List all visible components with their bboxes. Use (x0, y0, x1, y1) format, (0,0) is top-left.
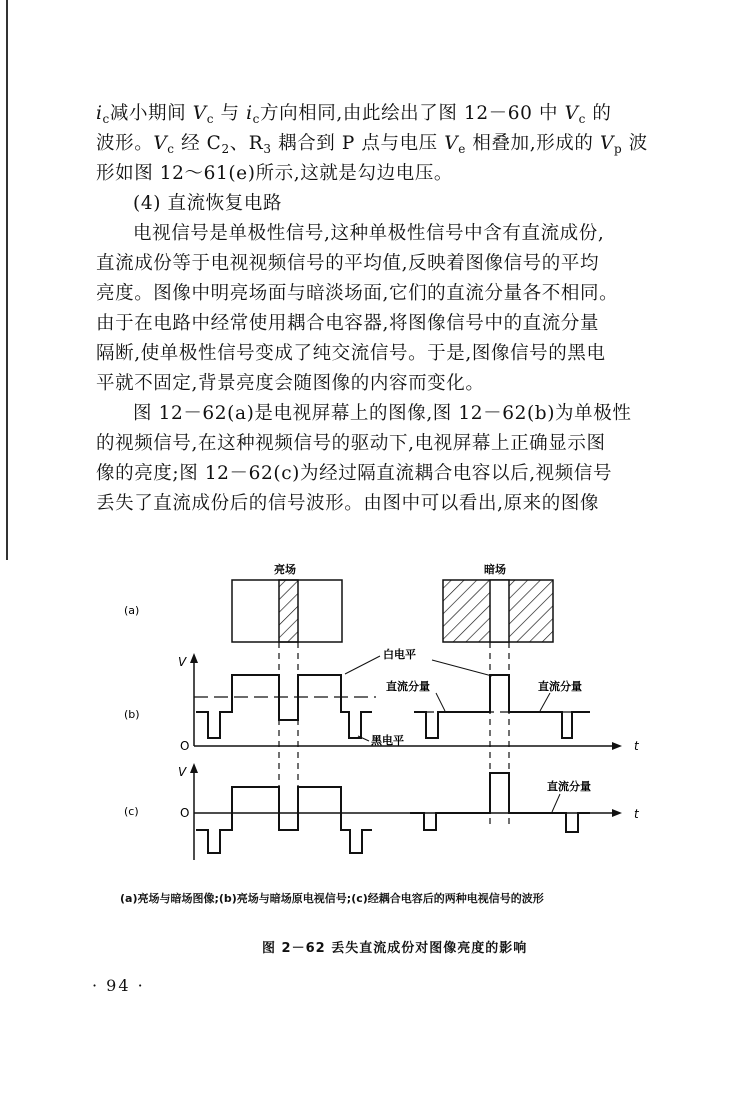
text-run: 方向相同,由此绘出了图 12－60 中 (259, 103, 559, 124)
b-v-arrow (190, 653, 198, 663)
label-white-level: 白电平 (383, 648, 416, 661)
var-V: V (192, 103, 207, 124)
var-V: V (153, 133, 168, 154)
c-label-V: V (178, 765, 187, 779)
white-level-leader-1 (345, 656, 380, 674)
label-dc-1: 直流分量 (386, 680, 430, 693)
var-V: V (600, 133, 614, 154)
text-run: 耦合到 P 点与电压 (278, 133, 438, 154)
dc-1-leader (436, 693, 445, 711)
label-b: (b) (124, 708, 140, 721)
text-run: 隔断,使单极性信号变成了纯交流信号。于是,图像信号的黑电 (96, 343, 606, 364)
var-i: i (96, 103, 103, 124)
page-number: · 94 · (92, 976, 145, 995)
var-V: V (444, 133, 459, 154)
c-bright-signal (196, 787, 372, 853)
subscript: p (613, 142, 623, 156)
text-run: 相叠加,形成的 (472, 133, 594, 154)
b-bright-signal (196, 675, 372, 738)
white-level-leader-2 (432, 660, 492, 676)
text-run: 与 (220, 103, 240, 124)
text-run: 经 C (181, 133, 222, 154)
b-t-arrow (612, 742, 622, 750)
label-dc-2: 直流分量 (538, 680, 582, 693)
label-black-level: 黑电平 (371, 734, 404, 747)
figure-12-62 (0, 560, 738, 900)
subscript: 2 (221, 142, 230, 156)
text-run: 减小期间 (109, 103, 187, 124)
figure-caption: 图 2－62 丢失直流成份对图像亮度的影响 (262, 941, 528, 956)
text-run: 由于在电路中经常使用耦合电容器,将图像信号中的直流分量 (96, 313, 600, 334)
subscript: c (206, 112, 215, 126)
text-run: 图 12－62(a)是电视屏幕上的图像,图 12－62(b)为单极性 (133, 403, 632, 424)
figure-subcaption: (a)亮场与暗场图像;(b)亮场与暗场原电视信号;(c)经耦合电容后的两种电视信号的波形 (120, 892, 544, 905)
c-label-O: O (180, 806, 190, 820)
section-heading: (4) 直流恢复电路 (133, 193, 283, 214)
text-run: 的 (592, 103, 612, 124)
subscript: c (102, 112, 110, 126)
text-run: 波 (628, 133, 648, 154)
c-label-t: t (634, 807, 639, 821)
label-dc-3: 直流分量 (547, 780, 591, 793)
b-label-O: O (180, 739, 190, 753)
text-run: 形如图 12～61(e)所示,这就是勾边电压。 (96, 163, 454, 184)
label-a: (a) (124, 604, 140, 617)
text-run: 丢失了直流成份后的信号波形。由图中可以看出,原来的图像 (96, 493, 600, 514)
text-run: 像的亮度;图 12－62(c)为经过隔直流耦合电容以后,视频信号 (96, 463, 613, 484)
text-run: 的视频信号,在这种视频信号的驱动下,电视屏幕上正确显示图 (96, 433, 606, 454)
dc-3-leader (552, 794, 560, 812)
text-run: 、R (229, 133, 264, 154)
text-run: 波形。 (96, 133, 154, 154)
label-bright-field: 亮场 (274, 563, 296, 576)
subscript: 3 (263, 142, 272, 156)
bright-image-dark-bar (279, 580, 298, 642)
label-dark-field: 暗场 (484, 563, 506, 576)
b-label-t: t (634, 739, 639, 753)
text-run: 电视信号是单极性信号,这种单极性信号中含有直流成份, (133, 223, 605, 244)
c-v-arrow (190, 763, 198, 773)
page-spine-line (6, 0, 8, 560)
text-run: 平就不固定,背景亮度会随图像的内容而变化。 (96, 373, 485, 394)
paragraph-1 (96, 99, 676, 519)
b-label-V: V (178, 655, 187, 669)
c-t-arrow (612, 809, 622, 817)
var-i: i (246, 103, 253, 124)
subscript: e (458, 142, 466, 156)
subscript: c (167, 142, 175, 156)
var-V: V (564, 103, 579, 124)
text-run: 亮度。图像中明亮场面与暗淡场面,它们的直流分量各不相同。 (96, 283, 619, 304)
dc-2-leader (540, 693, 550, 711)
subscript: c (578, 112, 586, 126)
subscript: c (252, 112, 260, 126)
text-run: 直流成份等于电视视频信号的平均值,反映着图像信号的平均 (96, 253, 600, 274)
dark-image-bright-bar (490, 580, 509, 642)
label-c: (c) (124, 805, 139, 818)
